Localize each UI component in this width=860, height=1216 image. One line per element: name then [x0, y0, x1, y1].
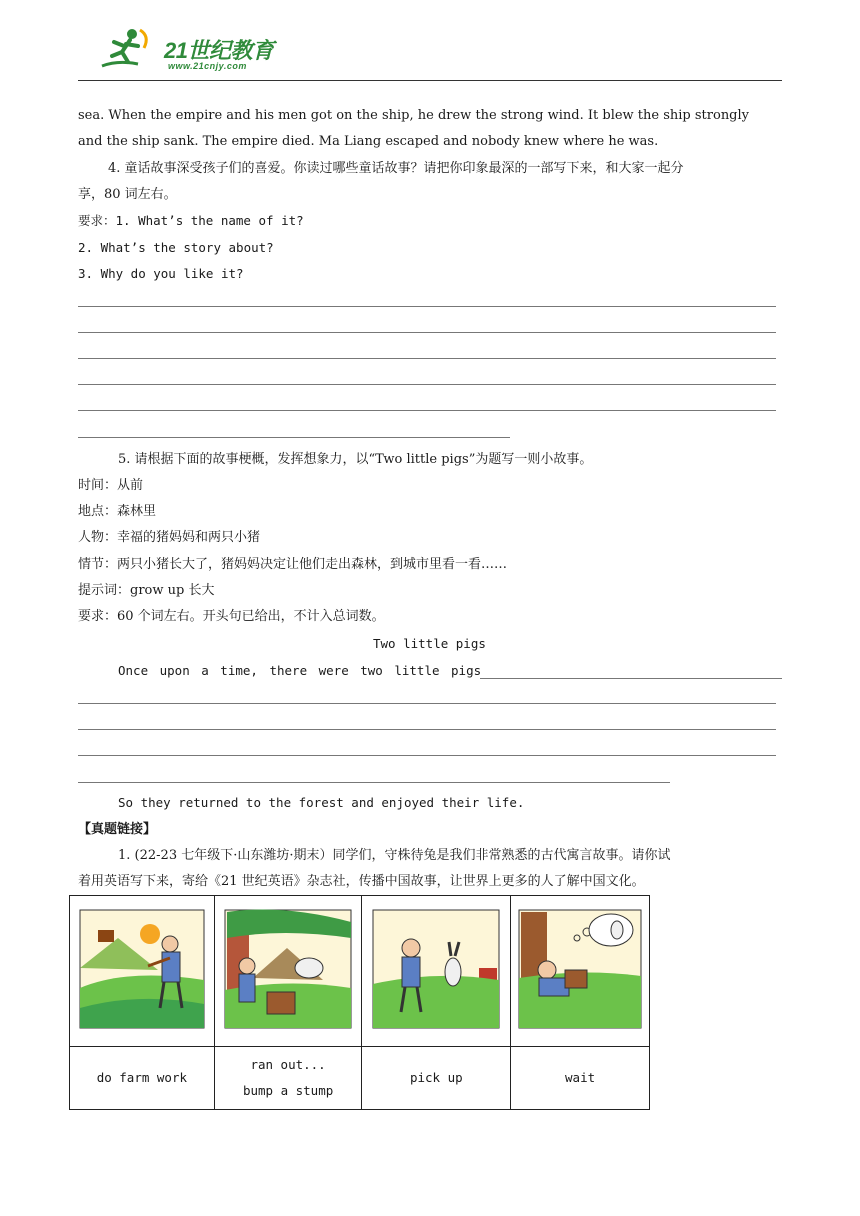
- answer-line[interactable]: [78, 410, 776, 411]
- outline-time: 时间：从前: [78, 478, 144, 493]
- answer-line[interactable]: [78, 358, 776, 359]
- answer-line[interactable]: [78, 332, 776, 333]
- story-opening: Once upon a time, there were two little pigs: [118, 663, 482, 678]
- outline-hint: 提示词：grow up 长大: [78, 583, 215, 598]
- outline-requirement: 要求：60 个词左右。开头句已给出，不计入总词数。: [78, 609, 385, 624]
- outline-place: 地点：森林里: [78, 504, 157, 519]
- picture-cell: [511, 896, 650, 1047]
- picture-caption: [70, 1047, 215, 1110]
- caption-text: pick up: [409, 1070, 463, 1085]
- farmer-working-illustration: [78, 908, 206, 1030]
- outline-plot: 情节：两只小猪长大了，猪妈妈决定让他们走出森林，到城市里看一看……: [78, 557, 508, 572]
- runner-logo-icon: [98, 26, 158, 74]
- section-heading: 【真题链接】: [78, 822, 157, 837]
- rabbit-runs-illustration: [223, 908, 353, 1030]
- requirement-2: 2. What’s the story about?: [78, 240, 274, 255]
- passage-line-2: and the ship sank. The empire died. Ma Liang escaped and nobody knew where he was.: [78, 134, 659, 149]
- answer-line[interactable]: [78, 384, 776, 385]
- picture-cell: [70, 896, 215, 1047]
- answer-line[interactable]: [78, 437, 510, 438]
- answer-line[interactable]: [78, 703, 776, 704]
- picture-cell: [362, 896, 511, 1047]
- caption-text: ran out...: [250, 1057, 326, 1072]
- question-4-cont: 享，80 词左右。: [78, 187, 177, 202]
- question-4: 4. 童话故事深受孩子们的喜爱。你读过哪些童话故事？请把你印象最深的一部写下来，和大家一起分: [108, 161, 684, 176]
- past-exam-question-1-cont: 着用英语写下来，寄给《21 世纪英语》杂志社，传播中国故事，让世界上更多的人了解中国文化。: [78, 874, 645, 889]
- brand-logo: [98, 26, 278, 76]
- picture-caption: [362, 1047, 511, 1110]
- page-header: [78, 22, 782, 81]
- answer-line[interactable]: [480, 678, 782, 679]
- picking-up-rabbit-illustration: [371, 908, 501, 1030]
- answer-line[interactable]: [78, 729, 776, 730]
- caption-text: wait: [565, 1070, 596, 1085]
- story-picture-table: [69, 895, 650, 1110]
- picture-caption: [214, 1047, 362, 1110]
- picture-cell: [214, 896, 362, 1047]
- logo-url: www.21cnjy.com: [168, 61, 247, 71]
- answer-line[interactable]: [78, 755, 776, 756]
- question-5: 5. 请根据下面的故事梗概，发挥想象力，以“Two little pigs”为题写一则小故事。: [118, 452, 593, 467]
- picture-caption: [511, 1047, 650, 1110]
- caption-text: do farm work: [96, 1070, 188, 1085]
- logo-text: 21世纪教育: [164, 38, 274, 63]
- requirement-3: 3. Why do you like it?: [78, 266, 244, 281]
- requirement-1: 要求：1. What’s the name of it?: [78, 213, 304, 228]
- passage-line-1: sea. When the empire and his men got on the ship, he drew the strong wind. It blew the ship strongly: [78, 108, 750, 123]
- past-exam-question-1: 1. (22-23 七年级下·山东潍坊·期末）同学们，守株待兔是我们非常熟悉的古代寓言故事。请你试: [118, 848, 671, 863]
- outline-people: 人物：幸福的猪妈妈和两只小猪: [78, 530, 261, 545]
- waiting-by-stump-illustration: [517, 908, 643, 1030]
- caption-text: bump a stump: [242, 1083, 334, 1098]
- story-ending: So they returned to the forest and enjoyed their life.: [118, 795, 525, 810]
- story-title: Two little pigs: [373, 636, 486, 651]
- answer-line[interactable]: [78, 306, 776, 307]
- answer-line[interactable]: [78, 782, 670, 783]
